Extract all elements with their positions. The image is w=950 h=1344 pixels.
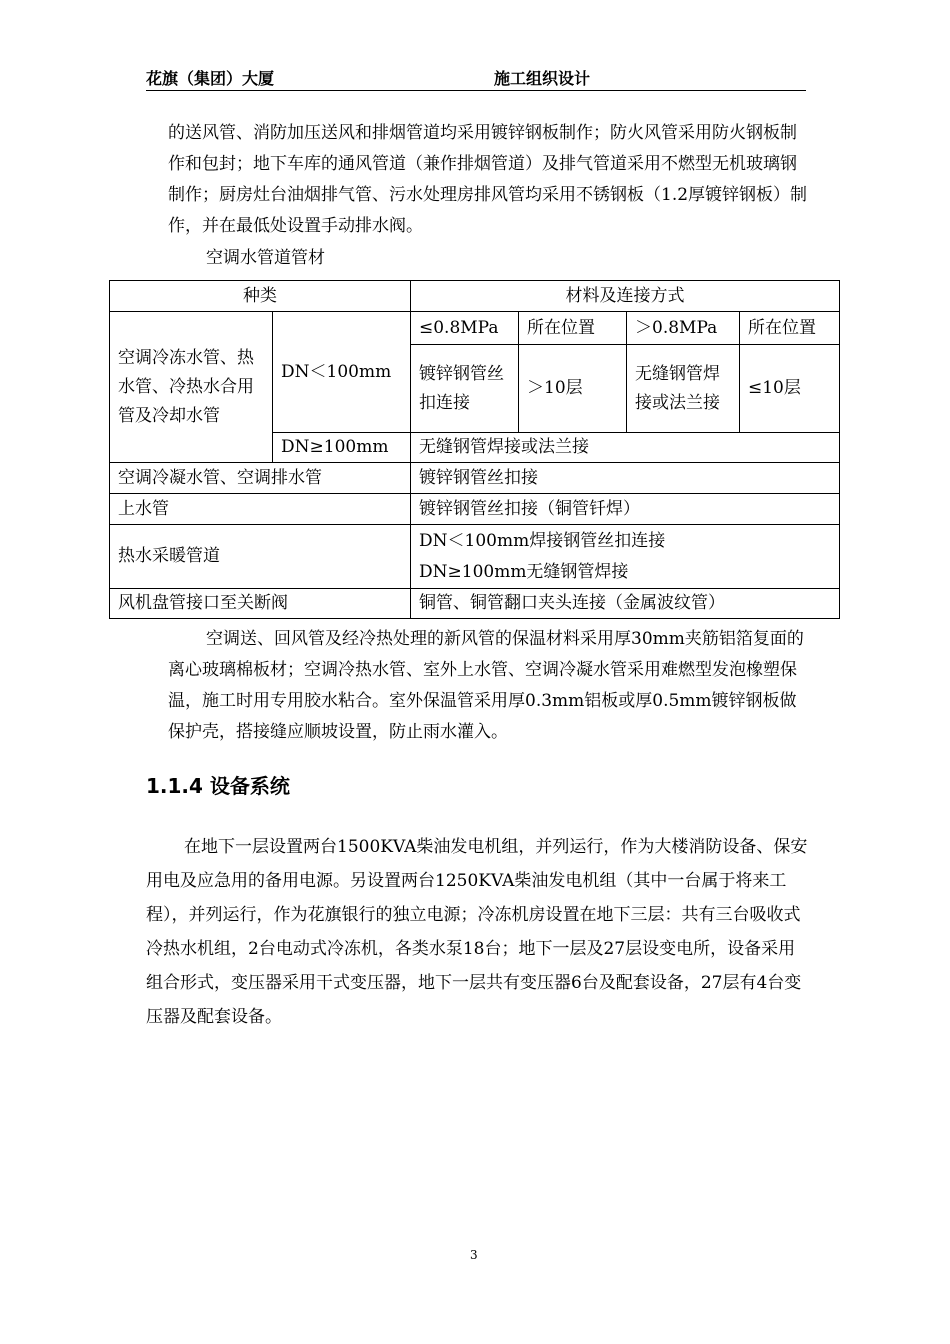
cell-dn-large-material: 无缝钢管焊接或法兰接 bbox=[411, 433, 840, 463]
cell-location-2: 所在位置 bbox=[740, 312, 840, 345]
table-header-material: 材料及连接方式 bbox=[411, 281, 840, 312]
cell-condensate-material: 镀锌钢管丝扣接 bbox=[411, 463, 840, 494]
equipment-paragraph: 在地下一层设置两台1500KVA柴油发电机组，并列运行，作为大楼消防设备、保安用电及应急用的备用电源。另设置两台1250KVA柴油发电机组（其中一台属于将来工程），并列运行，作为花旗银行的独立电源；冷冻机房设置在地下三层：共有三台吸收式冷热水机组，2台电动式冷冻机，各类水泵18台；地下一层及27层设变电所，设备采用组合形式，变压器采用干式变压器，地下一层共有变压器6台及配套设备，27层有4台变压器及配套设备。 bbox=[146, 837, 808, 1027]
insulation-paragraph: 空调送、回风管及经冷热处理的新风管的保温材料采用厚30mm夹筋铝箔复面的离心玻璃棉板材；空调冷热水管、室外上水管、空调冷凝水管采用难燃型发泡橡塑保温，施工时用专用胶水粘合。室外保温管采用厚0.3mm铝板或厚0.5mm镀锌钢板做保护壳，搭接缝应顺坡设置，防止雨水灌入。 bbox=[168, 629, 804, 742]
cell-dn-small: DN＜100mm bbox=[273, 312, 411, 433]
page-header bbox=[146, 64, 806, 91]
row-chilled-water-group: 空调冷冻水管、热水管、冷热水合用管及冷却水管 bbox=[110, 312, 273, 463]
table-header-type: 种类 bbox=[110, 281, 411, 312]
row-heating: 热水采暖管道 bbox=[110, 525, 411, 589]
heating-line-1: DN＜100mm焊接钢管丝扣连接 bbox=[419, 530, 666, 551]
row-supply: 上水管 bbox=[110, 494, 411, 525]
cell-dn-large: DN≥100mm bbox=[273, 433, 411, 463]
page-number: 3 bbox=[470, 1248, 478, 1262]
row-condensate: 空调冷凝水管、空调排水管 bbox=[110, 463, 411, 494]
table-caption: 空调水管道管材 bbox=[206, 248, 325, 268]
heating-line-2: DN≥100mm无缝钢管焊接 bbox=[419, 561, 629, 582]
intro-paragraph: 的送风管、消防加压送风和排烟管道均采用镀锌钢板制作；防火风管采用防火钢板制作和包封；地下车库的通风管道（兼作排烟管道）及排气管道采用不燃型无机玻璃钢制作；厨房灶台油烟排气管、污水处理房排风管均采用不锈钢板（1.2厚镀锌钢板）制作，并在最低处设置手动排水阀。 bbox=[168, 123, 808, 236]
cell-galv-thread: 镀锌钢管丝扣连接 bbox=[411, 345, 519, 433]
header-document-title: 施工组织设计 bbox=[494, 69, 591, 88]
cell-heating-material bbox=[411, 525, 840, 589]
cell-below-10: ≤10层 bbox=[740, 345, 840, 433]
header-project-name: 花旗（集团）大厦 bbox=[146, 69, 275, 88]
cell-supply-material: 镀锌钢管丝扣接（铜管钎焊） bbox=[411, 494, 840, 525]
cell-above-10: ＞10层 bbox=[519, 345, 627, 433]
cell-fancoil-material: 铜管、铜管翻口夹头连接（金属波纹管） bbox=[411, 589, 840, 619]
pipe-material-table bbox=[109, 280, 840, 619]
cell-seamless-weld: 无缝钢管焊接或法兰接 bbox=[627, 345, 740, 433]
cell-location-1: 所在位置 bbox=[519, 312, 627, 345]
row-fancoil: 风机盘管接口至关断阀 bbox=[110, 589, 411, 619]
cell-gt-pressure: ＞0.8MPa bbox=[627, 312, 740, 345]
cell-le-pressure: ≤0.8MPa bbox=[411, 312, 519, 345]
section-heading: 1.1.4 设备系统 bbox=[146, 774, 290, 798]
